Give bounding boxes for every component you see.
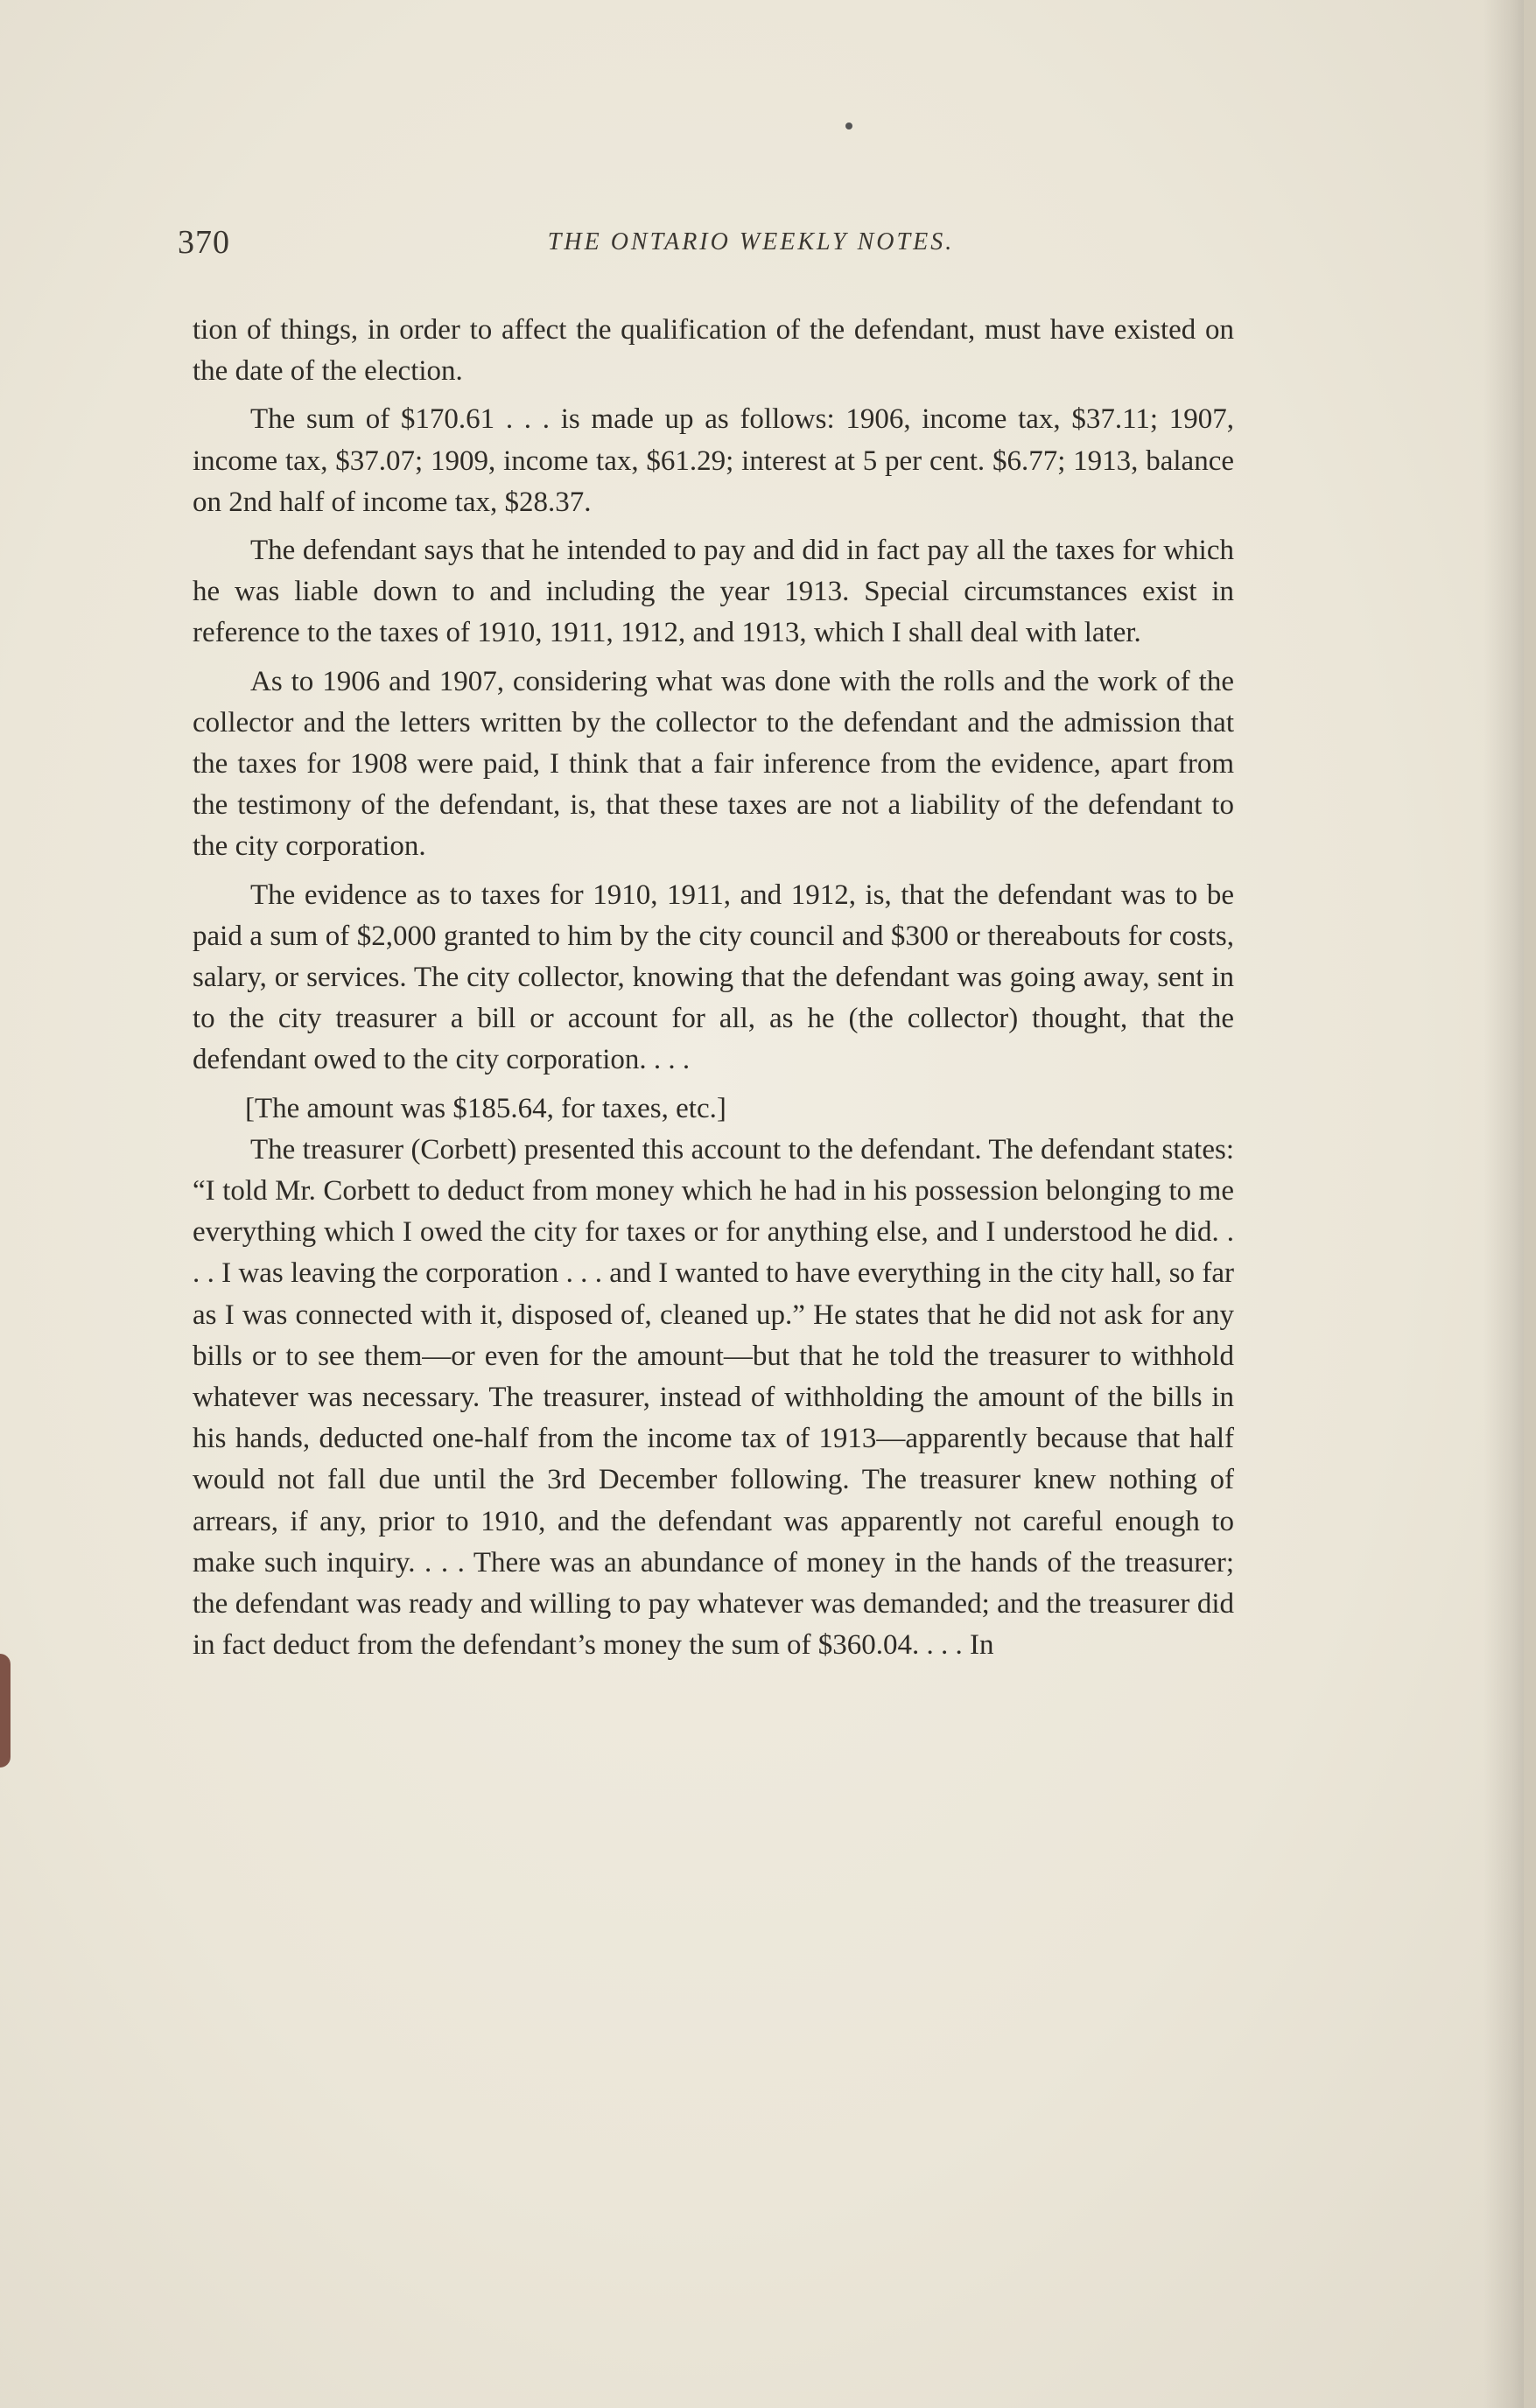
paragraph: tion of things, in order to affect the qualification of the defendant, must have existed on the date of the election.: [193, 314, 1234, 388]
page-edge: [1524, 0, 1536, 2408]
bracketed-note: [The amount was $185.64, for taxes, etc.]: [245, 1092, 726, 1124]
paragraph: The evidence as to taxes for 1910, 1911, and 1912, is, that the defendant was to be paid a sum of $2,000 granted to him by the city council and $300 or thereabouts for costs, salary, or services. The city collector, knowing that the defendant was going away, sent in to the city treasurer a bill or account for all, as he (the collector) thought, that the defendant owed to the city corporation. . . .: [193, 878, 1234, 1076]
paragraph: As to 1906 and 1907, considering what was done with the rolls and the work of the collector and the letters written by the collector to the defendant and the admission that the taxes for 1908 were paid, I think that a fair inference from the evidence, apart from the testimony of the defendant, is, that these taxes are not a liability of the defendant to the city corporation.: [193, 665, 1234, 863]
paragraph: The treasurer (Corbett) presented this account to the defendant. The defendant states: “I told Mr. Corbett to deduct from money which he had in his possession belonging to me everything which I owed the city for taxes or for anything else, and I understood he did. . . . I was leaving the corporation . . . and I wanted to have everything in the city hall, so far as I was connected with it, disposed of, cleaned up.” He states that he did not ask for any bills or to see them—or even for the amount—but that he told the treasurer to withhold whatever was necessary. The treasurer, instead of withholding the amount of the bills in his hands, deducted one-half from the income tax of 1913—apparently because that half would not fall due until the 3rd December following. The treasurer knew nothing of arrears, if any, prior to 1910, and the defendant was apparently not careful enough to make such inquiry. . . . There was an abundance of money in the hands of the treasurer; the defendant was ready and willing to pay whatever was demanded; and the treasurer did in fact deduct from the defendant’s money the sum of $360.04. . . . In: [193, 1133, 1234, 1662]
paragraph: The defendant says that he intended to pay and did in fact pay all the taxes for which he was liable down to and including the year 1913. Special circumstances exist in reference to the taxes of 1910, 1911, 1912, and 1913, which I shall deal with later.: [193, 535, 1234, 649]
ink-dot: [845, 122, 852, 130]
body-text: [193, 310, 1234, 1674]
page-header: [178, 223, 1237, 276]
page-stain-mark: [0, 1654, 11, 1768]
paragraph: The sum of $170.61 . . . is made up as follows: 1906, income tax, $37.11; 1907, income tax, $37.07; 1909, income tax, $61.29; interest at 5 per cent. $6.77; 1913, balance on 2nd half of income tax, $28.37.: [193, 403, 1234, 518]
page-number: 370: [178, 224, 230, 261]
running-head: THE ONTARIO WEEKLY NOTES.: [547, 228, 955, 256]
